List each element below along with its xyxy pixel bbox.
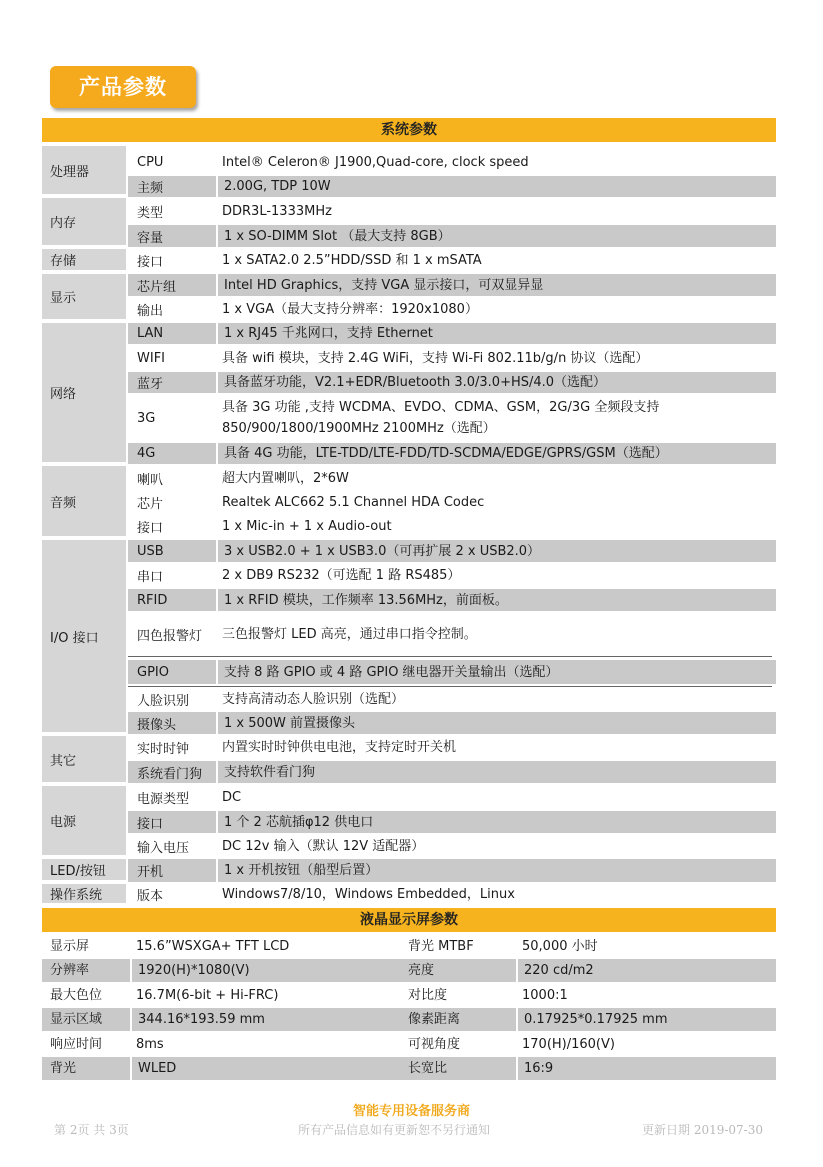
lcd-value: 1920(H)*1080(V) [130,959,402,982]
category-cell: LED/按钮 [42,859,126,882]
page-title: 产品参数 [50,66,196,108]
spec-label: 摄像头 [137,717,177,733]
spec-row [128,491,776,514]
lcd-label: 像素距离 [408,1012,461,1027]
spec-label: 电源类型 [137,792,190,807]
lcd-value: 16:9 [516,1057,774,1080]
lcd-value: 220 cd/m2 [516,959,774,982]
lcd-label: 背光 MTBF [408,939,474,954]
spec-label: 接口 [137,255,164,270]
spec-label: 开机 [137,865,164,880]
spec-row [128,835,776,857]
spec-value: 具备蓝牙功能，V2.1+EDR/Bluetooth 3.0/3.0+HS/4.0（选配） [216,372,774,393]
lcd-row [42,959,776,982]
spec-label: 芯片 [137,497,164,512]
spec-row [128,298,776,321]
lcd-value: 0.17925*0.17925 mm [516,1008,774,1031]
spec-row [128,540,776,562]
spec-row [128,712,776,734]
spec-value: 具备 3G 功能 ,支持 WCDMA、EVDO、CDMA、GSM，2G/3G 全频段支持 850/900/1800/1900MHz 2100MHz（选配） [222,400,660,436]
spec-value: 3 x USB2.0 + 1 x USB3.0（可再扩展 2 x USB2.0） [216,540,774,562]
spec-label: 版本 [137,889,164,904]
lcd-label: 分辨率 [50,963,90,978]
lcd-label: 响应时间 [50,1037,103,1052]
spec-value: 内置实时时钟供电电池，支持定时开关机 [222,740,457,755]
spec-label: GPIO [137,664,169,680]
spec-label: 人脸识别 [137,693,190,709]
spec-value: 1 x RFID 模块，工作频率 13.56MHz，前面板。 [216,589,774,611]
spec-label: 喇叭 [137,472,164,488]
spec-value: 1 x SO-DIMM Slot （最大支持 8GB） [216,225,774,247]
category-cell: 处理器 [42,146,126,196]
spec-value: DC [222,790,242,805]
spec-row [128,395,776,441]
category-cell: 显示 [42,274,126,321]
spec-row [128,249,776,272]
spec-label: 类型 [137,206,164,221]
spec-value: 超大内置喇叭，2*6W [222,470,349,486]
spec-row [128,346,776,370]
spec-row [128,786,776,809]
spec-label: 输入电压 [137,840,190,856]
spec-label: 芯片组 [137,279,177,295]
spec-label: 输出 [137,304,164,319]
spec-row [128,859,776,882]
spec-label: 四色报警灯 [137,629,203,644]
footer-notice: 所有产品信息如有更新恕不另行通知 [298,1123,491,1137]
spec-value: 1 x Mic-in + 1 x Audio-out [222,519,392,534]
spec-value: 支持 8 路 GPIO 或 4 路 GPIO 继电器开关量输出（选配） [216,660,774,684]
system-section-header: 系统参数 [42,118,776,142]
spec-row [128,466,776,490]
spec-value: 1 x RJ45 千兆网口，支持 Ethernet [216,323,774,344]
spec-label: WIFI [137,350,165,366]
page-number: 第 2页 共 3页 [54,1123,129,1137]
lcd-label: 显示屏 [50,939,90,954]
spec-row [128,613,776,656]
spec-label: USB [137,543,164,559]
spec-value: Intel HD Graphics，支持 VGA 显示接口，可双显异显 [216,274,774,296]
spec-value: DDR3L-1333MHz [222,204,332,219]
spec-value: 2 x DB9 RS232（可选配 1 路 RS485） [222,568,461,583]
category-cell: 音频 [42,466,126,538]
spec-value: 1 x 500W 前置摄像头 [216,712,774,734]
lcd-label: 对比度 [408,988,448,1003]
lcd-row [42,1033,776,1056]
spec-row [128,884,776,905]
spec-value: 具备 wifi 模块，支持 2.4G WiFi，支持 Wi-Fi 802.11b/g/n 协议（选配） [222,350,649,366]
spec-label: 串口 [137,570,164,585]
spec-label: 蓝牙 [137,377,164,392]
lcd-label: 长宽比 [408,1061,448,1076]
spec-label: 3G [137,410,156,426]
lcd-value: 16.7M(6-bit + Hi-FRC) [136,988,279,1003]
spec-row [128,564,776,587]
spec-row [128,761,776,783]
lcd-row [42,935,776,958]
spec-row [128,736,776,759]
spec-row [128,660,776,684]
lcd-row [42,984,776,1007]
spec-row [128,200,776,223]
spec-label: LAN [137,326,164,341]
spec-value: 1 x 开机按钮（船型后置） [216,859,774,882]
category-cell: 电源 [42,786,126,857]
lcd-value: 8ms [136,1037,164,1052]
spec-row [128,150,776,174]
spec-label: 4G [137,446,156,461]
lcd-label: 显示区域 [50,1012,103,1027]
category-cell: 其它 [42,736,126,784]
divider [128,656,772,657]
spec-label: 容量 [137,230,164,246]
spec-value: 1 个 2 芯航插φ12 供电口 [216,811,774,833]
lcd-row [42,1057,776,1080]
spec-value: 1 x VGA（最大支持分辨率：1920x1080） [222,302,478,317]
spec-value: 1 x SATA2.0 2.5”HDD/SSD 和 1 x mSATA [222,253,482,268]
lcd-value: 1000:1 [522,988,568,1003]
spec-label: RFID [137,592,168,608]
spec-value: Realtek ALC662 5.1 Channel HDA Codec [222,495,485,510]
spec-value: 具备 4G 功能，LTE-TDD/LTE-FDD/TD-SCDMA/EDGE/GPRS/GSM（选配） [216,443,774,464]
spec-value: 2.00G, TDP 10W [216,176,774,197]
spec-value: DC 12v 输入（默认 12V 适配器） [222,838,425,854]
lcd-value: 170(H)/160(V) [522,1037,615,1052]
spec-value: 支持软件看门狗 [216,761,774,783]
spec-row [128,323,776,344]
spec-label: CPU [137,154,164,170]
lcd-label: 亮度 [408,963,435,978]
spec-label: 接口 [137,521,164,536]
spec-value: Windows7/8/10，Windows Embedded，Linux [222,887,515,902]
update-date: 更新日期 2019-07-30 [642,1123,764,1137]
spec-row [128,176,776,197]
spec-value: Intel® Celeron® J1900,Quad-core, clock speed [222,154,529,170]
category-cell: 网络 [42,323,126,464]
category-cell: 内存 [42,198,126,247]
spec-row [128,372,776,393]
category-cell: 存储 [42,249,126,272]
footer-brand: 智能专用设备服务商 [352,1104,470,1119]
lcd-value: 15.6”WSXGA+ TFT LCD [136,939,290,954]
spec-row [128,225,776,247]
spec-label: 主频 [137,181,164,196]
spec-value: 支持高清动态人脸识别（选配） [222,691,405,707]
divider [128,686,772,687]
spec-label: 系统看门狗 [137,766,203,782]
lcd-value: 50,000 小时 [522,939,598,954]
lcd-value: 344.16*193.59 mm [130,1008,402,1031]
spec-row [128,515,776,538]
lcd-value: WLED [130,1057,402,1080]
lcd-label: 最大色位 [50,988,103,1003]
lcd-section-header: 液晶显示屏参数 [42,908,776,932]
lcd-label: 可视角度 [408,1037,461,1052]
lcd-row [42,1008,776,1031]
spec-label: 实时时钟 [137,742,190,757]
category-cell: 操作系统 [42,884,126,905]
category-cell: I/O 接口 [42,540,126,734]
spec-value: 三色报警灯 LED 高亮，通过串口指令控制。 [222,627,477,642]
spec-row [128,274,776,296]
lcd-label: 背光 [50,1061,77,1076]
spec-row [128,589,776,611]
spec-row [128,811,776,833]
spec-label: 接口 [137,816,164,832]
spec-row [128,688,776,710]
spec-row [128,443,776,464]
